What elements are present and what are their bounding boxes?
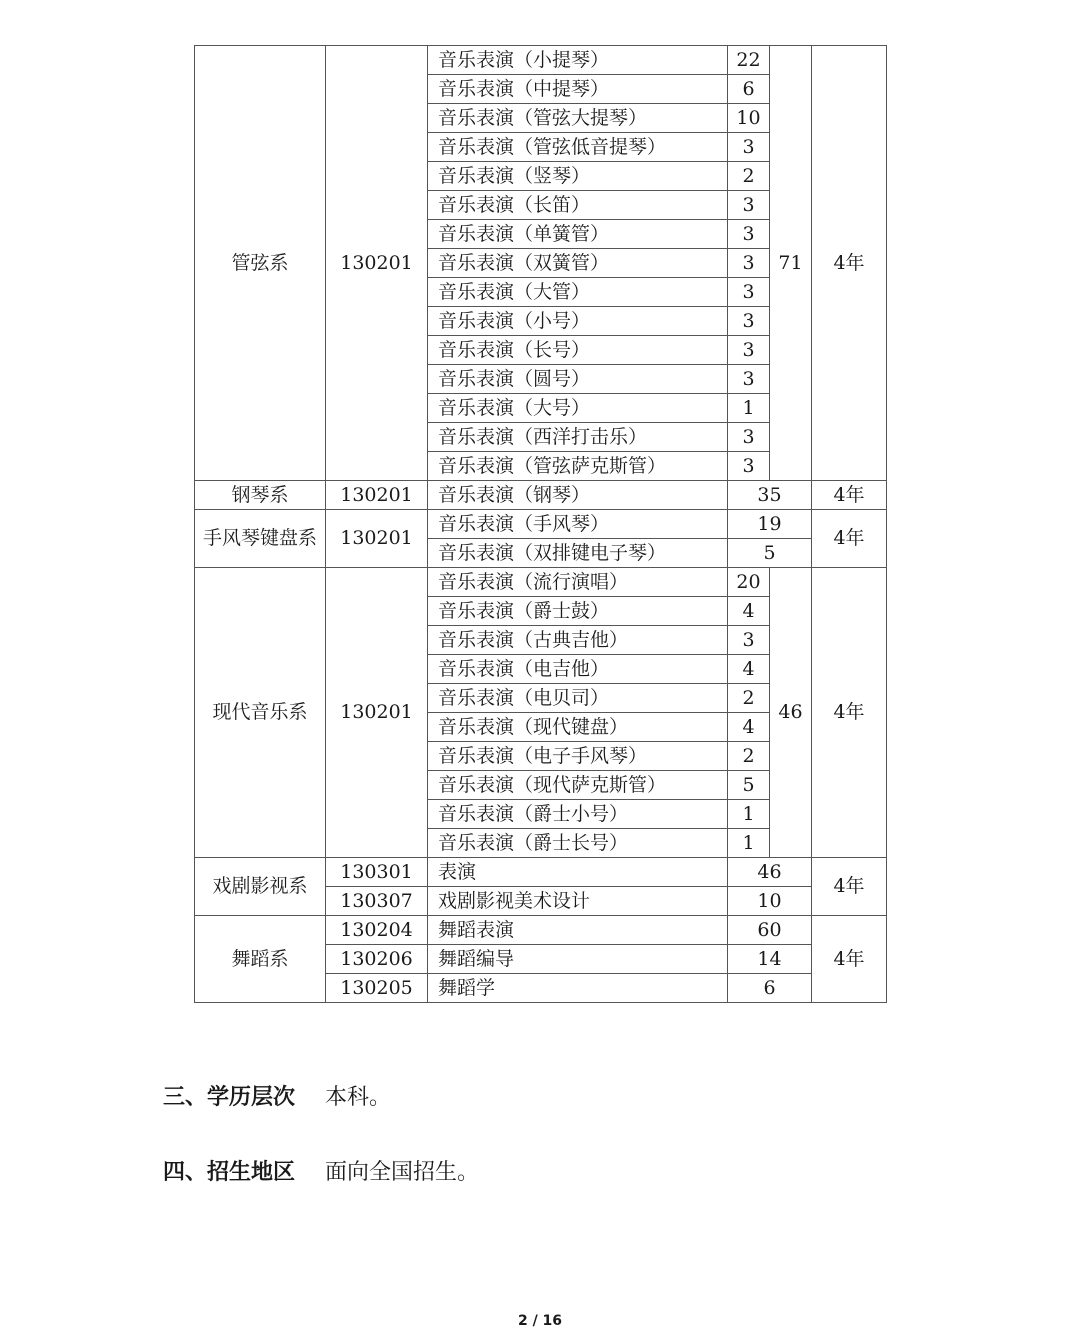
- major-name-cell: 舞蹈学: [428, 974, 728, 1003]
- major-name-cell: 音乐表演（小提琴）: [428, 46, 728, 75]
- major-name-cell: 音乐表演（管弦萨克斯管）: [428, 452, 728, 481]
- major-name-cell: 音乐表演（电贝司）: [428, 684, 728, 713]
- section-title: 三、学历层次: [163, 1085, 296, 1110]
- major-name-cell: 音乐表演（中提琴）: [428, 75, 728, 104]
- quota-cell: 3: [728, 133, 770, 162]
- table-row: [195, 568, 887, 597]
- quota-cell: 3: [728, 191, 770, 220]
- major-name-cell: 音乐表演（西洋打击乐）: [428, 423, 728, 452]
- major-code-cell: 130205: [326, 974, 428, 1003]
- quota-cell: 1: [728, 800, 770, 829]
- major-code-cell: 130307: [326, 887, 428, 916]
- quota-cell: 46: [728, 858, 812, 887]
- quota-cell: 19: [728, 510, 812, 539]
- quota-cell: 1: [728, 829, 770, 858]
- major-name-cell: 戏剧影视美术设计: [428, 887, 728, 916]
- major-name-cell: 音乐表演（双簧管）: [428, 249, 728, 278]
- major-name-cell: 音乐表演（钢琴）: [428, 481, 728, 510]
- department-cell: 舞蹈系: [195, 916, 326, 1003]
- major-name-cell: 音乐表演（圆号）: [428, 365, 728, 394]
- major-code-cell: 130206: [326, 945, 428, 974]
- major-name-cell: 音乐表演（电吉他）: [428, 655, 728, 684]
- major-name-cell: 音乐表演（管弦低音提琴）: [428, 133, 728, 162]
- quota-cell: 3: [728, 452, 770, 481]
- table-row: [195, 46, 887, 75]
- quota-cell: 6: [728, 75, 770, 104]
- page-number: 2 / 16: [517, 1313, 563, 1329]
- quota-cell: 2: [728, 684, 770, 713]
- table-row: [195, 916, 887, 945]
- major-name-cell: 音乐表演（长笛）: [428, 191, 728, 220]
- total-quota-cell: 46: [770, 568, 812, 858]
- major-code-cell: 130204: [326, 916, 428, 945]
- major-name-cell: 音乐表演（小号）: [428, 307, 728, 336]
- major-name-cell: 音乐表演（电子手风琴）: [428, 742, 728, 771]
- department-cell: 戏剧影视系: [195, 858, 326, 916]
- quota-cell: 3: [728, 307, 770, 336]
- major-name-cell: 音乐表演（手风琴）: [428, 510, 728, 539]
- quota-cell: 20: [728, 568, 770, 597]
- section-content: 本科。: [325, 1085, 392, 1110]
- major-code-cell: 130201: [326, 46, 428, 481]
- major-name-cell: 音乐表演（单簧管）: [428, 220, 728, 249]
- study-years-cell: 4年: [812, 858, 887, 916]
- major-code-cell: 130201: [326, 568, 428, 858]
- table-row: [195, 858, 887, 887]
- study-years-cell: 4年: [812, 46, 887, 481]
- quota-cell: 4: [728, 713, 770, 742]
- quota-cell: 5: [728, 539, 812, 568]
- quota-cell: 5: [728, 771, 770, 800]
- table-row: [195, 481, 887, 510]
- department-cell: 现代音乐系: [195, 568, 326, 858]
- major-code-cell: 130301: [326, 858, 428, 887]
- quota-cell: 2: [728, 162, 770, 191]
- major-name-cell: 音乐表演（古典吉他）: [428, 626, 728, 655]
- section-enrollment-region: [163, 1155, 479, 1186]
- major-name-cell: 音乐表演（竖琴）: [428, 162, 728, 191]
- quota-cell: 60: [728, 916, 812, 945]
- major-name-cell: 音乐表演（现代键盘）: [428, 713, 728, 742]
- major-name-cell: 音乐表演（长号）: [428, 336, 728, 365]
- quota-cell: 3: [728, 365, 770, 394]
- table-row: [195, 510, 887, 539]
- major-name-cell: 音乐表演（双排键电子琴）: [428, 539, 728, 568]
- study-years-cell: 4年: [812, 510, 887, 568]
- major-name-cell: 音乐表演（大管）: [428, 278, 728, 307]
- major-name-cell: 音乐表演（流行演唱）: [428, 568, 728, 597]
- quota-cell: 14: [728, 945, 812, 974]
- study-years-cell: 4年: [812, 568, 887, 858]
- quota-cell: 2: [728, 742, 770, 771]
- department-cell: 管弦系: [195, 46, 326, 481]
- major-name-cell: 表演: [428, 858, 728, 887]
- major-name-cell: 音乐表演（管弦大提琴）: [428, 104, 728, 133]
- major-name-cell: 音乐表演（爵士鼓）: [428, 597, 728, 626]
- major-name-cell: 音乐表演（爵士长号）: [428, 829, 728, 858]
- study-years-cell: 4年: [812, 481, 887, 510]
- quota-cell: 3: [728, 249, 770, 278]
- quota-cell: 6: [728, 974, 812, 1003]
- quota-cell: 3: [728, 220, 770, 249]
- admissions-table: [194, 45, 887, 1003]
- department-cell: 手风琴键盘系: [195, 510, 326, 568]
- quota-cell: 1: [728, 394, 770, 423]
- quota-cell: 4: [728, 597, 770, 626]
- major-name-cell: 舞蹈编导: [428, 945, 728, 974]
- major-name-cell: 音乐表演（爵士小号）: [428, 800, 728, 829]
- major-code-cell: 130201: [326, 481, 428, 510]
- section-degree-level: [163, 1080, 391, 1111]
- quota-cell: 4: [728, 655, 770, 684]
- quota-cell: 3: [728, 278, 770, 307]
- quota-cell: 3: [728, 336, 770, 365]
- department-cell: 钢琴系: [195, 481, 326, 510]
- major-name-cell: 舞蹈表演: [428, 916, 728, 945]
- quota-cell: 35: [728, 481, 812, 510]
- quota-cell: 10: [728, 887, 812, 916]
- section-content: 面向全国招生。: [325, 1160, 480, 1185]
- quota-cell: 3: [728, 626, 770, 655]
- major-name-cell: 音乐表演（大号）: [428, 394, 728, 423]
- major-name-cell: 音乐表演（现代萨克斯管）: [428, 771, 728, 800]
- major-code-cell: 130201: [326, 510, 428, 568]
- quota-cell: 22: [728, 46, 770, 75]
- section-title: 四、招生地区: [163, 1160, 296, 1185]
- quota-cell: 3: [728, 423, 770, 452]
- total-quota-cell: 71: [770, 46, 812, 481]
- study-years-cell: 4年: [812, 916, 887, 1003]
- quota-cell: 10: [728, 104, 770, 133]
